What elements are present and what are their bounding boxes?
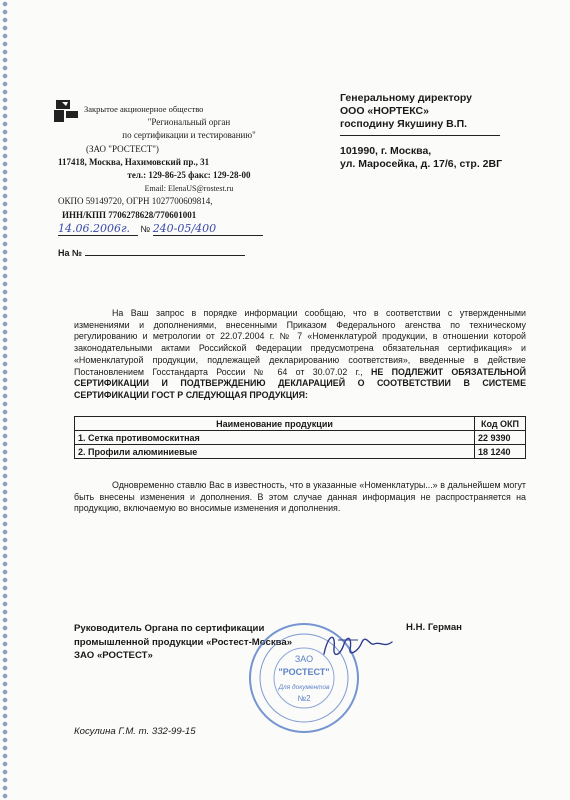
recipient <box>340 92 550 136</box>
outgoing-date: 14.06.2006г. <box>58 222 138 236</box>
product-table <box>74 416 526 459</box>
binding-holes <box>0 0 10 800</box>
paragraph-1-emphasis: НЕ ПОДЛЕЖИТ ОБЯЗАТЕЛЬНОЙ СЕРТИФИКАЦИИ И ПОДТВЕРЖДЕНИЮ ДЕКЛАРАЦИЕЙ О СООТВЕТСТВИИ В СИСТЕМЕ СЕРТИФИКАЦИИ ГОСТ Р СЛЕДУЮЩАЯ ПРОДУКЦИЯ: <box>74 366 526 400</box>
signer-name: Н.Н. Герман <box>406 622 462 633</box>
org-line-2: "Региональный орган <box>147 117 231 128</box>
product-code: 22 9390 <box>475 431 526 445</box>
product-code: 18 1240 <box>475 445 526 459</box>
product-name: 1. Сетка противомоскитная <box>75 431 475 445</box>
recipient-name: господину Якушину В.П. <box>340 118 468 130</box>
executor-contact: Косулина Г.М. т. 332-99-15 <box>74 726 196 737</box>
org-line-3: по сертификации и тестированию" <box>122 130 256 141</box>
org-okpo: ОКПО 59149720, ОГРН 1027700609814, <box>58 196 213 207</box>
org-phone: тел.: 129-86-25 факс: 129-28-00 <box>127 170 251 181</box>
outgoing-number: 240-05/400 <box>153 222 263 236</box>
reference-label: На № <box>58 248 83 258</box>
table-header-code: Код ОКП <box>475 417 526 431</box>
recipient-title: Генеральному директору <box>340 92 472 104</box>
org-inn: ИНН/КПП 7706278628/770601001 <box>62 209 197 220</box>
stamp-line-4: №2 <box>297 694 311 703</box>
recipient-divider <box>340 135 500 136</box>
letter-paragraph-2: Одновременно ставлю Вас в известность, что в указанные «Номенклатуры...» в дальнейшем могут быть внесены изменения и дополнения. В этом случае данная информация не распространяется на продукцию, включаемую во вносимые изменения и дополнения. <box>74 480 526 514</box>
reference-field <box>85 245 245 256</box>
handwritten-signature <box>318 626 398 664</box>
signatory-company: ЗАО «РОСТЕСТ» <box>74 650 153 661</box>
org-email: Email: ElenaUS@rostest.ru <box>144 184 234 194</box>
table-header-row <box>75 417 526 431</box>
letter-paragraph-1 <box>74 308 526 402</box>
sender-letterhead <box>58 103 294 222</box>
stamp-line-2: "РОСТЕСТ" <box>278 667 330 677</box>
stamp-line-3: Для документов <box>278 684 330 691</box>
recipient-address <box>340 145 550 171</box>
recipient-company: ООО «НОРТЕКС» <box>340 105 429 117</box>
outgoing-number-line <box>58 222 268 258</box>
recipient-address-1: 101990, г. Москва, <box>340 145 432 157</box>
table-header-name: Наименование продукции <box>75 417 475 431</box>
paragraph-1-text: На Ваш запрос в порядке информации сообщаю, что в соответствии с утвержденными изменениями и дополнениями, внесенными Приказом Федерального агенства по техническому регулированию и метрологии от 22.07.2004 г. № 7 «Номенклатурой продукции, в отношении которой законодательными актами Российской Федерации предусмотрена обязательная сертификация» и «Номенклатурой продукции, подлежащей декларированию соответствия», введенные в действие Постановлением Госстандарта России № 64 от 30.07.02 г., <box>74 308 526 377</box>
recipient-address-2: ул. Маросейка, д. 17/6, стр. 2ВГ <box>340 158 503 170</box>
product-name: 2. Профили алюминиевые <box>75 445 475 459</box>
table-row <box>75 445 526 459</box>
org-address: 117418, Москва, Нахимовский пр., 31 <box>58 156 210 167</box>
signatory-position-1: Руководитель Органа по сертификации <box>74 623 265 634</box>
table-row <box>75 431 526 445</box>
signatory-position-2: промышленной продукции «Ростест-Москва» <box>74 636 293 648</box>
org-line-1: Закрытое акционерное общество <box>84 104 204 114</box>
number-label: № <box>140 224 151 234</box>
rostest-logo-icon <box>52 98 82 124</box>
stamp-line-1: ЗАО <box>294 654 314 664</box>
org-line-4: (ЗАО "РОСТЕСТ") <box>86 143 159 154</box>
